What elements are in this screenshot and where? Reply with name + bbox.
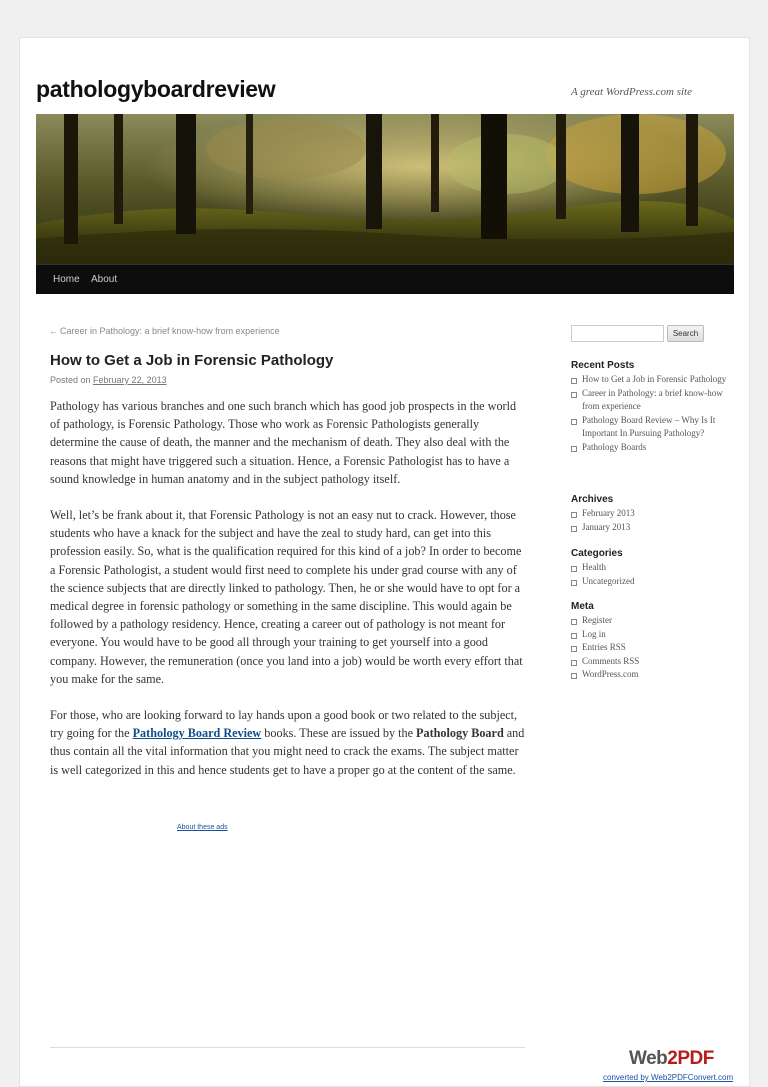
meta-link[interactable]: Register (582, 615, 612, 625)
list-item (571, 641, 731, 655)
post-date-link[interactable]: February 22, 2013 (93, 375, 167, 385)
search-input[interactable] (571, 325, 664, 342)
category-link[interactable]: Uncategorized (582, 575, 635, 586)
archives-title: Archives (571, 494, 614, 505)
previous-post-link[interactable]: Career in Pathology: a brief know-how from experience (60, 326, 280, 336)
meta-link[interactable]: WordPress.com (582, 669, 639, 679)
recent-post-link[interactable]: Career in Pathology: a brief know-how from experience (582, 387, 723, 411)
meta-title: Meta (571, 601, 594, 612)
recent-post-link[interactable]: How to Get a Job in Forensic Pathology (582, 374, 727, 384)
about-ads-link[interactable]: About these ads (177, 824, 228, 831)
post-meta (50, 375, 167, 385)
category-link[interactable]: Health (582, 562, 606, 572)
search-button[interactable]: Search (667, 325, 704, 342)
logo-pdf-text: 2PDF (667, 1048, 714, 1069)
post-navigation (49, 326, 280, 336)
recent-posts-widget (571, 360, 731, 454)
paragraph-3-text-a: For those, who are looking forward to lay hands upon a good book or two related to the subject, try going for the (50, 708, 518, 741)
web2pdf-logo (629, 1048, 714, 1070)
pathology-board-bold: Pathology Board (416, 726, 504, 741)
pathology-board-review-link[interactable]: Pathology Board Review (132, 726, 262, 741)
arrow-left-icon: ← (49, 326, 58, 336)
site-title[interactable]: pathologyboardreview (36, 76, 276, 102)
list-item (571, 373, 731, 387)
meta-widget (571, 601, 731, 682)
list-item (571, 507, 731, 521)
posted-on-label: Posted on (50, 375, 91, 385)
list-item (571, 614, 731, 628)
site-description: A great WordPress.com site (571, 86, 692, 98)
logo-web-text: Web (629, 1048, 668, 1069)
recent-post-link[interactable]: Pathology Boards (582, 441, 647, 452)
paragraph-3 (50, 706, 528, 779)
list-item (571, 414, 731, 441)
archives-widget (571, 494, 731, 534)
paragraph-3-text-c: and thus contain all the vital information that you might need to crack the exams. The subject matter is well categorized in this and hence students get to have a proper go at the content of the same. (50, 726, 525, 777)
post-content (50, 397, 528, 797)
paragraph-1: Pathology has various branches and one such branch which has good job prospects in the world of pathology, is Forensic Pathology. Those who work as Forensic Pathologists generally determine the cause of death, the manner and the mechanism of death. They also deal with the reasons that might have triggered such a situation. Hence, a Forensic Pathologist has to have a sound knowledge in human anatomy and in the subject pathology itself. (50, 399, 517, 486)
list-item (571, 668, 731, 682)
categories-widget (571, 548, 731, 588)
nav-item-home[interactable]: Home (53, 274, 80, 285)
meta-link[interactable]: Log in (582, 628, 606, 639)
list-item (571, 521, 731, 535)
paragraph-3-text-b: books. These are issued by the (261, 726, 417, 741)
recent-post-link[interactable]: Pathology Board Review – Why Is It Important In Pursuing Pathology? (582, 414, 716, 438)
converted-by-link[interactable]: converted by Web2PDFConvert.com (603, 1073, 734, 1082)
list-item (571, 628, 731, 642)
paragraph-2: Well, let’s be frank about it, that Forensic Pathology is not an easy nut to crack. However, those students who have a knack for the subject and have the zeal to study hard, can get into this profession easily. So, what is the qualification required for this kind of a job? In order to become a Forensic Pathologist, a student would first need to complete his under grad course with any of the science subjects that are directly linked to pathology. Then, he or she would have to opt for a medical degree in forensic pathology or something in the same discipline. This would again be followed by a pathology residency. Hence, creating a career out of pathology is not meant for everyone. You would have to be good all through your training to get yourself into a good company. However, the remuneration (once you land into a job) would be worth every effort that you make for the same. (50, 508, 523, 686)
archive-link[interactable]: January 2013 (582, 521, 631, 532)
header-image (36, 114, 734, 264)
list-item (571, 561, 731, 575)
recent-posts-title: Recent Posts (571, 360, 635, 371)
list-item (571, 441, 731, 455)
nav-item-about[interactable]: About (91, 274, 118, 285)
main-navigation (36, 264, 734, 294)
categories-title: Categories (571, 548, 623, 559)
list-item (571, 655, 731, 669)
archive-link[interactable]: February 2013 (582, 508, 635, 518)
meta-link[interactable]: Entries RSS (582, 642, 626, 652)
page-container (19, 37, 750, 1087)
list-item (571, 387, 731, 414)
footer-divider (50, 1047, 525, 1048)
list-item (571, 575, 731, 589)
meta-link[interactable]: Comments RSS (582, 655, 640, 666)
post-title: How to Get a Job in Forensic Pathology (50, 352, 334, 369)
